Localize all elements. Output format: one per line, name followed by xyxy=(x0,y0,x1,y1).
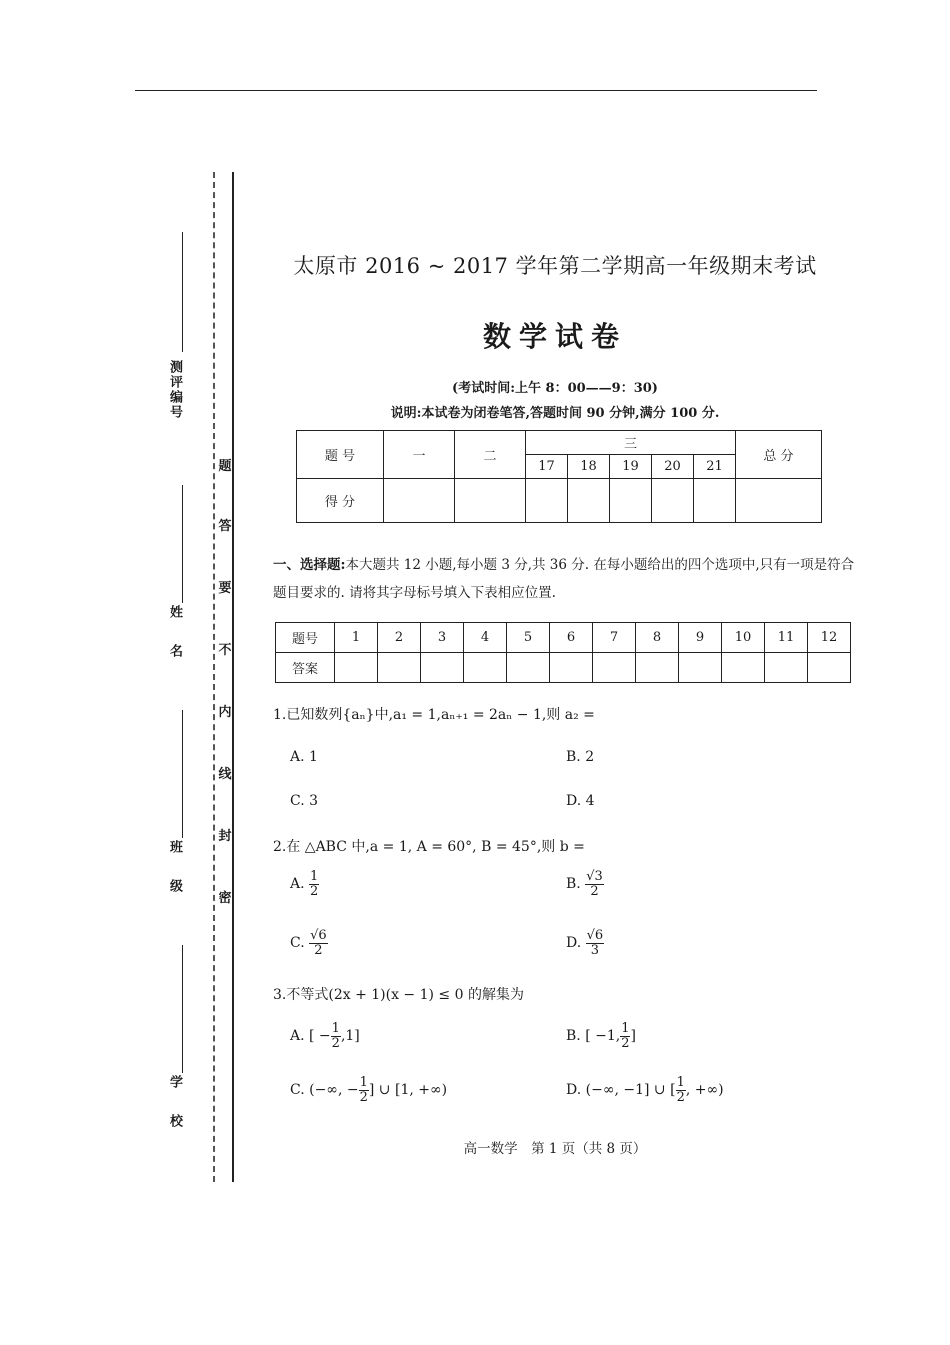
denominator: 2 xyxy=(621,1035,630,1051)
question-1-stem: 1.已知数列{aₙ}中,a₁ = 1,aₙ₊₁ = 2aₙ − 1,则 a₂ = xyxy=(273,707,595,723)
seal-char: 题 xyxy=(218,459,232,474)
option-text: D. (−∞, −1] ∪ [ xyxy=(566,1082,676,1099)
question-2-option-a xyxy=(290,870,319,898)
numerator: √6 xyxy=(310,928,327,943)
seal-char: 答 xyxy=(218,519,232,534)
section1-body: 本大题共 12 小题,每小题 3 分,共 36 分. 在每小题给出的四个选项中,只有一项是符合题目要求的. 请将其字母标号填入下表相应位置. xyxy=(273,557,855,601)
option-text: , +∞) xyxy=(685,1082,724,1099)
answer-cell[interactable] xyxy=(507,653,550,683)
answer-cell[interactable] xyxy=(593,653,636,683)
score-cell[interactable] xyxy=(526,479,568,523)
numerator: 1 xyxy=(359,1075,368,1090)
score-label-score: 得 分 xyxy=(297,479,384,523)
score-sub: 19 xyxy=(610,455,652,479)
denominator: 3 xyxy=(590,942,600,958)
numerator: √3 xyxy=(586,869,603,884)
score-sub: 17 xyxy=(526,455,568,479)
seal-char: 内 xyxy=(218,705,232,720)
fraction xyxy=(586,929,605,957)
seal-char: 要 xyxy=(218,581,232,596)
option-label: B. xyxy=(566,876,581,893)
option-label: C. xyxy=(290,935,305,952)
denominator: 2 xyxy=(590,883,599,899)
score-label-qnum: 题 号 xyxy=(297,431,384,479)
fraction xyxy=(309,870,319,898)
numerator: √6 xyxy=(586,928,604,943)
option-text: A. [ − xyxy=(290,1028,331,1045)
question-1-option-d: D. 4 xyxy=(566,793,595,809)
answer-cell[interactable] xyxy=(378,653,421,683)
option-text: C. (−∞, − xyxy=(290,1082,359,1099)
denominator: 2 xyxy=(331,1035,340,1051)
option-label: D. xyxy=(566,935,582,952)
score-col-1: 一 xyxy=(384,431,455,479)
numerator: 1 xyxy=(331,1021,340,1036)
question-2-option-c xyxy=(290,929,328,957)
answer-cell[interactable] xyxy=(464,653,507,683)
score-total: 总 分 xyxy=(736,431,822,479)
section1-instructions xyxy=(273,551,858,607)
answer-cell[interactable] xyxy=(335,653,378,683)
field-label-name: 姓名 xyxy=(167,605,182,683)
score-sub: 18 xyxy=(568,455,610,479)
answer-label-answer: 答案 xyxy=(276,653,335,683)
answer-table xyxy=(275,622,851,683)
question-1-option-b: B. 2 xyxy=(566,749,595,765)
question-3-option-a xyxy=(290,1022,360,1050)
score-cell[interactable] xyxy=(736,479,822,523)
top-rule xyxy=(135,90,817,91)
fraction xyxy=(309,929,328,957)
score-sub: 20 xyxy=(652,455,694,479)
score-cell[interactable] xyxy=(455,479,526,523)
answer-cell[interactable] xyxy=(636,653,679,683)
answer-qnum: 3 xyxy=(421,623,464,653)
denominator: 2 xyxy=(310,883,319,899)
answer-qnum: 8 xyxy=(636,623,679,653)
answer-qnum: 6 xyxy=(550,623,593,653)
page-footer: 高一数学 第 1 页（共 8 页） xyxy=(463,1141,647,1157)
exam-note: 说明:本试卷为闭卷笔答,答题时间 90 分钟,满分 100 分. xyxy=(390,406,720,421)
answer-qnum: 5 xyxy=(507,623,550,653)
subject-title: 数学试卷 xyxy=(482,320,627,353)
answer-qnum: 2 xyxy=(378,623,421,653)
field-label-school: 学校 xyxy=(167,1075,182,1153)
score-cell[interactable] xyxy=(694,479,736,523)
answer-cell[interactable] xyxy=(679,653,722,683)
answer-cell[interactable] xyxy=(808,653,851,683)
question-2-option-b xyxy=(566,870,604,898)
score-cell[interactable] xyxy=(568,479,610,523)
score-col-3: 三 xyxy=(526,431,736,455)
score-sub: 21 xyxy=(694,455,736,479)
answer-qnum: 7 xyxy=(593,623,636,653)
section1-heading: 一、选择题: xyxy=(273,557,346,573)
field-blank-name[interactable] xyxy=(182,485,183,603)
seal-char: 封 xyxy=(218,829,232,844)
answer-label-qnum: 题号 xyxy=(276,623,335,653)
question-3-stem: 3.不等式(2x + 1)(x − 1) ≤ 0 的解集为 xyxy=(273,987,524,1003)
question-1-option-a: A. 1 xyxy=(290,749,318,765)
answer-qnum: 10 xyxy=(722,623,765,653)
fraction xyxy=(331,1022,341,1050)
answer-cell[interactable] xyxy=(722,653,765,683)
answer-cell[interactable] xyxy=(421,653,464,683)
fraction xyxy=(359,1076,369,1104)
field-label-exam-id: 测评编号 xyxy=(167,360,182,420)
question-1-option-c: C. 3 xyxy=(290,793,319,809)
fraction xyxy=(676,1076,686,1104)
answer-qnum: 4 xyxy=(464,623,507,653)
question-3-option-b xyxy=(566,1022,636,1050)
fraction xyxy=(620,1022,630,1050)
denominator: 2 xyxy=(359,1089,368,1105)
seal-char: 密 xyxy=(218,891,232,906)
numerator: 1 xyxy=(676,1075,685,1090)
numerator: 1 xyxy=(310,869,319,884)
answer-qnum: 12 xyxy=(808,623,851,653)
answer-qnum: 11 xyxy=(765,623,808,653)
exam-title: 太原市 2016 ~ 2017 学年第二学期高一年级期末考试 xyxy=(293,254,817,278)
answer-cell[interactable] xyxy=(550,653,593,683)
field-blank-school[interactable] xyxy=(182,945,183,1073)
answer-qnum: 9 xyxy=(679,623,722,653)
option-text: B. [ −1, xyxy=(566,1028,621,1045)
exam-time: (考试时间:上午 8：00——9：30) xyxy=(452,381,658,396)
field-label-class: 班级 xyxy=(167,840,182,918)
option-text: ] xyxy=(630,1028,636,1045)
question-3-option-c xyxy=(290,1076,447,1104)
field-blank-class[interactable] xyxy=(182,710,183,838)
question-3-option-d xyxy=(566,1076,724,1104)
fraction xyxy=(585,870,604,898)
score-cell[interactable] xyxy=(610,479,652,523)
denominator: 2 xyxy=(676,1089,685,1105)
score-col-2: 二 xyxy=(455,431,526,479)
option-label: A. xyxy=(290,876,305,893)
score-table xyxy=(296,430,822,523)
score-cell[interactable] xyxy=(652,479,694,523)
seal-char: 线 xyxy=(218,767,232,782)
seal-char: 不 xyxy=(218,643,232,658)
question-2-stem: 2.在 △ABC 中,a = 1, A = 60°, B = 45°,则 b = xyxy=(273,839,585,855)
option-text: ] ∪ [1, +∞) xyxy=(368,1082,448,1099)
answer-qnum: 1 xyxy=(335,623,378,653)
numerator: 1 xyxy=(621,1021,630,1036)
option-text: ,1] xyxy=(340,1028,360,1045)
score-cell[interactable] xyxy=(384,479,455,523)
question-2-option-d xyxy=(566,929,604,957)
answer-cell[interactable] xyxy=(765,653,808,683)
denominator: 2 xyxy=(314,942,323,958)
